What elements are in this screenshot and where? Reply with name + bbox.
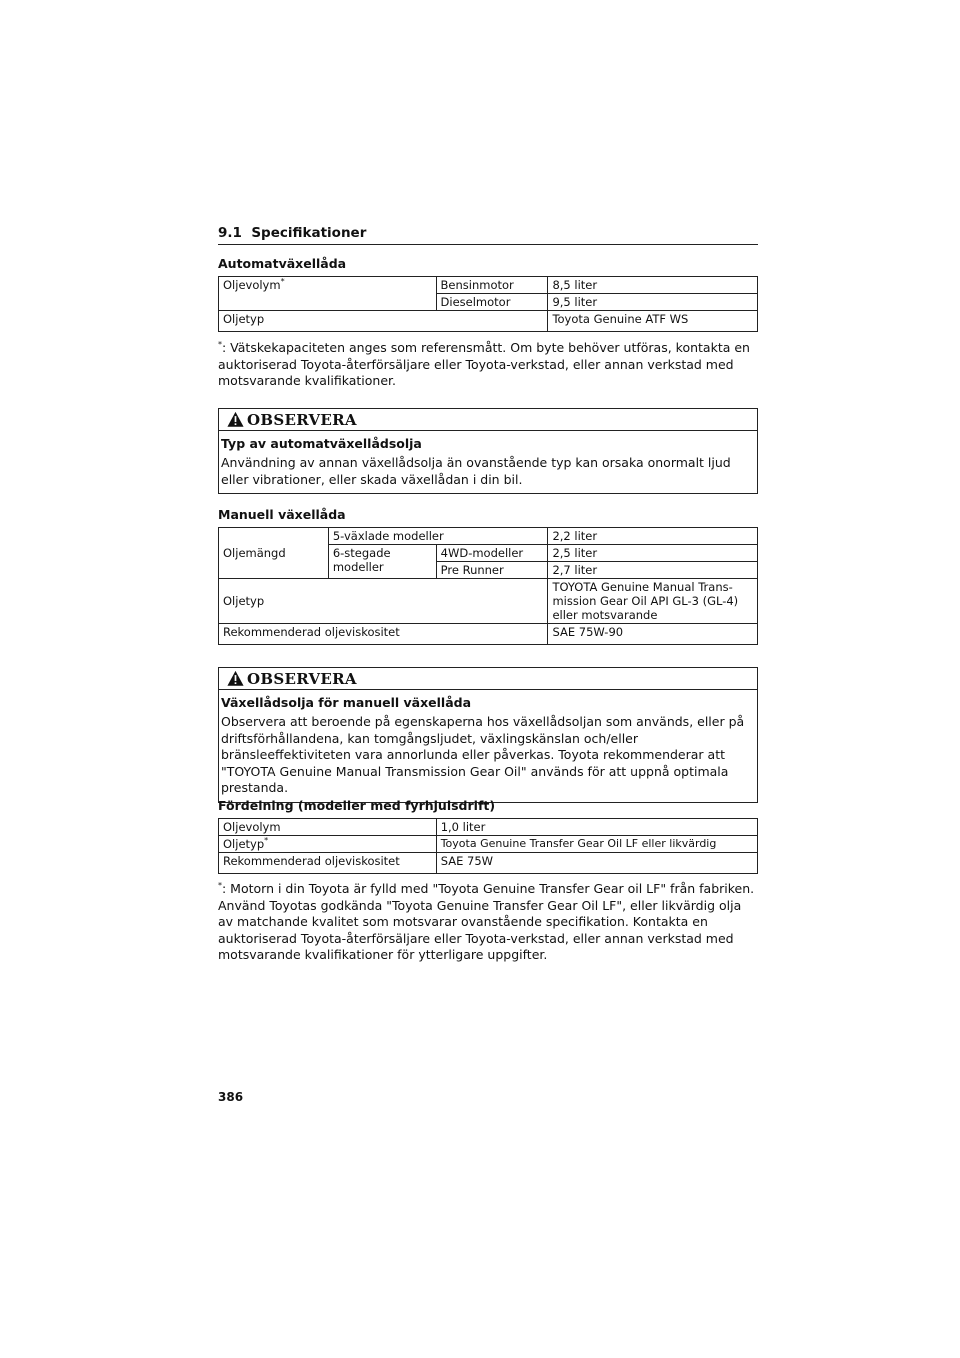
- table-cell: SAE 75W-90: [548, 624, 758, 645]
- table-cell: Oljetyp: [219, 311, 548, 332]
- notice-header: [219, 668, 757, 690]
- warning-icon: [227, 670, 244, 687]
- table-cell: Oljevolym*: [219, 277, 437, 311]
- table-cell: 2,7 liter: [548, 562, 758, 579]
- warning-icon: [227, 411, 244, 428]
- table-cell: 2,5 liter: [548, 545, 758, 562]
- notice-body: [219, 431, 757, 493]
- manual-table: [218, 527, 758, 645]
- table-row: [219, 277, 758, 294]
- notice-subtitle: Typ av automatväxellådsolja: [221, 436, 422, 451]
- table-cell: Toyota Genuine ATF WS: [548, 311, 758, 332]
- notice-text: Användning av annan växellådsolja än ovanstående typ kan orsaka onormalt ljud eller vibrationer, eller skada växellådan i din bil.: [221, 455, 731, 487]
- table-row: [219, 853, 758, 874]
- table-cell: Pre Runner: [436, 562, 548, 579]
- table-cell: Oljetyp: [219, 579, 548, 624]
- notice-title: OBSERVERA: [247, 669, 357, 688]
- table-cell: TOYOTA Genuine Manual Trans-mission Gear Oil API GL-3 (GL-4) eller motsvarande: [548, 579, 758, 624]
- automatic-heading: Automatväxellåda: [218, 256, 347, 271]
- notice-text: Observera att beroende på egenskaperna hos växellådsoljan som används, eller på driftsförhållandena, kan tomgångsljudet, växlingskänslan och/eller bränsleeffektiviteten vara annorlunda eller påverkas. Toyota rekommenderar att "TOYOTA Genuine Manual Transmission Gear Oil" används för att uppnå optimala prestanda.: [221, 714, 745, 795]
- table-cell: 8,5 liter: [548, 277, 758, 294]
- table-cell: 2,2 liter: [548, 528, 758, 545]
- transfer-footnote: *: Motorn i din Toyota är fylld med "Toyota Genuine Transfer Gear oil LF" från fabriken. Använd Toyotas godkända "Toyota Genuine Transfer Gear Oil LF", eller likvärdig olja av matchande kvalitet som motsvarar ovanstående specifikation. Kontakta en auktoriserad Toyota-återförsäljare eller Toyota-verkstad, eller annan verkstad med motsvarande kvalifikationer för ytterligare uppgifter.: [218, 880, 755, 962]
- notice-header: [219, 409, 757, 431]
- table-cell: Dieselmotor: [436, 294, 548, 311]
- table-cell: Toyota Genuine Transfer Gear Oil LF eller likvärdig: [436, 836, 757, 853]
- notice-box: [218, 667, 758, 803]
- transfer-table: [218, 818, 758, 874]
- table-cell: Rekommenderad oljeviskositet: [219, 853, 437, 874]
- automatic-table: [218, 276, 758, 332]
- table-row: [219, 311, 758, 332]
- table-cell: 5-växlade modeller: [328, 528, 548, 545]
- section-title: [218, 224, 758, 245]
- table-cell: 4WD-modeller: [436, 545, 548, 562]
- notice-body: [219, 690, 757, 802]
- table-cell: 9,5 liter: [548, 294, 758, 311]
- table-cell: Rekommenderad oljeviskositet: [219, 624, 548, 645]
- table-row: [219, 528, 758, 545]
- notice-subtitle: Växellådsolja för manuell växellåda: [221, 695, 472, 710]
- table-row: [219, 819, 758, 836]
- transfer-heading: Fördelning (modeller med fyrhjulsdrift): [218, 798, 496, 813]
- table-row: [219, 836, 758, 853]
- table-cell: Oljevolym: [219, 819, 437, 836]
- table-cell: 1,0 liter: [436, 819, 757, 836]
- section-number: 9.1: [218, 225, 242, 241]
- table-row: [219, 624, 758, 645]
- section-name: Specifikationer: [251, 225, 367, 241]
- table-cell: Bensinmotor: [436, 277, 548, 294]
- manual-heading: Manuell växellåda: [218, 507, 346, 522]
- table-cell: SAE 75W: [436, 853, 757, 874]
- notice-box: [218, 408, 758, 494]
- table-row: [219, 579, 758, 624]
- table-cell: 6-stegade modeller: [328, 545, 436, 579]
- table-cell: Oljemängd: [219, 528, 329, 579]
- table-cell: Oljetyp*: [219, 836, 437, 853]
- automatic-footnote: *: Vätskekapaciteten anges som referensmått. Om byte behöver utföras, kontakta en auktoriserad Toyota-återförsäljare eller Toyota-verkstad, eller annan verkstad med motsvarande kvalifikationer.: [218, 339, 750, 388]
- page-number: 386: [218, 1090, 244, 1104]
- notice-title: OBSERVERA: [247, 410, 357, 429]
